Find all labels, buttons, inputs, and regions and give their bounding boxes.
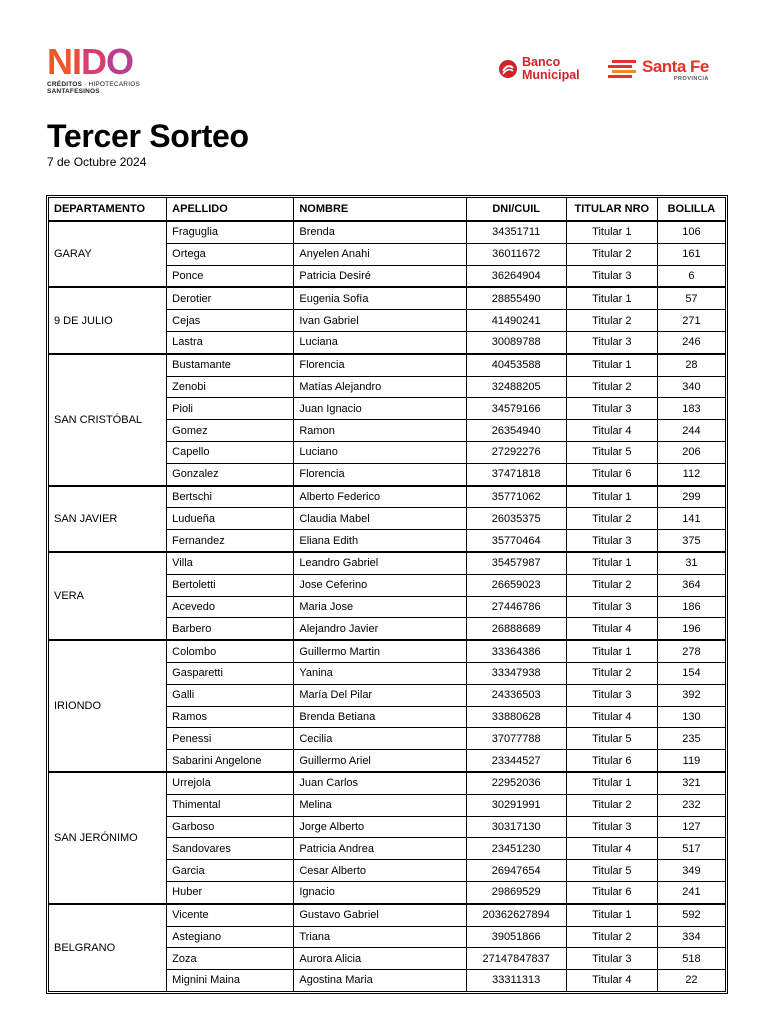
apellido-cell: Bertschi: [167, 486, 294, 508]
apellido-cell: Urrejola: [167, 772, 294, 794]
dni-cell: 35457987: [466, 552, 566, 574]
apellido-cell: Zoza: [167, 948, 294, 970]
titular-cell: Titular 1: [566, 287, 657, 309]
dni-cell: 30089788: [466, 331, 566, 353]
apellido-cell: Fernandez: [167, 530, 294, 552]
dni-cell: 36264904: [466, 265, 566, 287]
dni-cell: 34579166: [466, 398, 566, 420]
header-departamento: DEPARTAMENTO: [49, 198, 167, 222]
bolilla-cell: 241: [657, 881, 725, 903]
titular-cell: Titular 2: [566, 574, 657, 596]
titular-cell: Titular 5: [566, 441, 657, 463]
nombre-cell: María Del Pilar: [294, 684, 466, 706]
table-row: [49, 221, 726, 243]
titular-cell: Titular 1: [566, 221, 657, 243]
apellido-cell: Barbero: [167, 618, 294, 640]
bolilla-cell: 183: [657, 398, 725, 420]
bolilla-cell: 127: [657, 816, 725, 838]
dni-cell: 29869529: [466, 881, 566, 903]
titular-cell: Titular 4: [566, 706, 657, 728]
nombre-cell: Brenda: [294, 221, 466, 243]
dni-cell: 37077788: [466, 728, 566, 750]
table-row: [49, 354, 726, 376]
nombre-cell: Yanina: [294, 662, 466, 684]
nombre-cell: Ramon: [294, 420, 466, 442]
dni-cell: 26659023: [466, 574, 566, 596]
dni-cell: 26035375: [466, 508, 566, 530]
nombre-cell: Leandro Gabriel: [294, 552, 466, 574]
apellido-cell: Ponce: [167, 265, 294, 287]
nombre-cell: Eugenia Sofía: [294, 287, 466, 309]
apellido-cell: Sabarini Angelone: [167, 750, 294, 772]
bolilla-cell: 130: [657, 706, 725, 728]
titular-cell: Titular 2: [566, 376, 657, 398]
departamento-cell: 9 DE JULIO: [49, 287, 167, 353]
table-row: [49, 486, 726, 508]
department-group: [49, 772, 726, 904]
banco-municipal-logo: [498, 56, 580, 82]
nombre-cell: Luciano: [294, 441, 466, 463]
apellido-cell: Huber: [167, 881, 294, 903]
table-row: [49, 904, 726, 926]
results-table-frame: [46, 195, 728, 994]
bolilla-cell: 392: [657, 684, 725, 706]
dni-cell: 27292276: [466, 441, 566, 463]
apellido-cell: Sandovares: [167, 838, 294, 860]
apellido-cell: Derotier: [167, 287, 294, 309]
titular-cell: Titular 3: [566, 816, 657, 838]
titular-cell: Titular 3: [566, 684, 657, 706]
bolilla-cell: 246: [657, 331, 725, 353]
titular-cell: Titular 4: [566, 618, 657, 640]
nombre-cell: Ivan Gabriel: [294, 310, 466, 332]
bolilla-cell: 278: [657, 640, 725, 662]
nombre-cell: Agostina Maria: [294, 970, 466, 992]
bolilla-cell: 334: [657, 926, 725, 948]
titular-cell: Titular 4: [566, 838, 657, 860]
titular-cell: Titular 2: [566, 926, 657, 948]
titular-cell: Titular 6: [566, 463, 657, 485]
table-row: [49, 640, 726, 662]
apellido-cell: Ortega: [167, 243, 294, 265]
dni-cell: 22952036: [466, 772, 566, 794]
dni-cell: 33347938: [466, 662, 566, 684]
bolilla-cell: 161: [657, 243, 725, 265]
nombre-cell: Guillermo Ariel: [294, 750, 466, 772]
nombre-cell: Florencia: [294, 463, 466, 485]
titular-cell: Titular 3: [566, 331, 657, 353]
departamento-cell: IRIONDO: [49, 640, 167, 772]
header-titular: TITULAR NRO: [566, 198, 657, 222]
nombre-cell: Triana: [294, 926, 466, 948]
departamento-cell: VERA: [49, 552, 167, 640]
nombre-cell: Cesar Alberto: [294, 860, 466, 882]
bolilla-cell: 6: [657, 265, 725, 287]
apellido-cell: Penessi: [167, 728, 294, 750]
dni-cell: 28855490: [466, 287, 566, 309]
apellido-cell: Garboso: [167, 816, 294, 838]
titular-cell: Titular 1: [566, 640, 657, 662]
apellido-cell: Fraguglia: [167, 221, 294, 243]
apellido-cell: Galli: [167, 684, 294, 706]
titular-cell: Titular 3: [566, 596, 657, 618]
nombre-cell: Maria Jose: [294, 596, 466, 618]
nombre-cell: Patricia Desiré: [294, 265, 466, 287]
dni-cell: 33311313: [466, 970, 566, 992]
titular-cell: Titular 2: [566, 243, 657, 265]
nombre-cell: Luciana: [294, 331, 466, 353]
titular-cell: Titular 2: [566, 662, 657, 684]
departamento-cell: BELGRANO: [49, 904, 167, 992]
department-group: [49, 486, 726, 552]
bolilla-cell: 340: [657, 376, 725, 398]
nombre-cell: Alejandro Javier: [294, 618, 466, 640]
nombre-cell: Eliana Edith: [294, 530, 466, 552]
nombre-cell: Florencia: [294, 354, 466, 376]
nombre-cell: Ignacio: [294, 881, 466, 903]
dni-cell: 35770464: [466, 530, 566, 552]
santafe-logo: [606, 58, 709, 82]
titular-cell: Titular 1: [566, 904, 657, 926]
dni-cell: 26947654: [466, 860, 566, 882]
titular-cell: Titular 3: [566, 530, 657, 552]
header-nombre: NOMBRE: [294, 198, 466, 222]
apellido-cell: Villa: [167, 552, 294, 574]
bolilla-cell: 22: [657, 970, 725, 992]
page-header: [0, 0, 768, 110]
nombre-cell: Jorge Alberto: [294, 816, 466, 838]
apellido-cell: Thimental: [167, 794, 294, 816]
bolilla-cell: 364: [657, 574, 725, 596]
nombre-cell: Gustavo Gabriel: [294, 904, 466, 926]
apellido-cell: Vicente: [167, 904, 294, 926]
nombre-cell: Patricia Andrea: [294, 838, 466, 860]
nombre-cell: Anyelen Anahi: [294, 243, 466, 265]
nombre-cell: Juan Carlos: [294, 772, 466, 794]
apellido-cell: Pioli: [167, 398, 294, 420]
dni-cell: 26888689: [466, 618, 566, 640]
bolilla-cell: 112: [657, 463, 725, 485]
nombre-cell: Melina: [294, 794, 466, 816]
dni-cell: 34351711: [466, 221, 566, 243]
bolilla-cell: 206: [657, 441, 725, 463]
titular-cell: Titular 5: [566, 860, 657, 882]
bolilla-cell: 244: [657, 420, 725, 442]
titular-cell: Titular 2: [566, 310, 657, 332]
titular-cell: Titular 2: [566, 508, 657, 530]
apellido-cell: Bertoletti: [167, 574, 294, 596]
santafe-sub: PROVINCIA: [673, 76, 709, 82]
apellido-cell: Colombo: [167, 640, 294, 662]
nido-tagline: CRÉDITOS · HIPOTECARIOS SANTAFESINOS: [47, 81, 141, 95]
results-table: [48, 197, 726, 992]
nido-logo: [47, 41, 141, 95]
department-group: [49, 904, 726, 992]
nombre-cell: Alberto Federico: [294, 486, 466, 508]
dni-cell: 30317130: [466, 816, 566, 838]
nombre-cell: Juan Ignacio: [294, 398, 466, 420]
titular-cell: Titular 3: [566, 948, 657, 970]
dni-cell: 27446786: [466, 596, 566, 618]
titular-cell: Titular 4: [566, 970, 657, 992]
table-row: [49, 552, 726, 574]
dni-cell: 41490241: [466, 310, 566, 332]
department-group: [49, 354, 726, 486]
apellido-cell: Bustamante: [167, 354, 294, 376]
nombre-cell: Cecilia: [294, 728, 466, 750]
titular-cell: Titular 3: [566, 265, 657, 287]
dni-cell: 20362627894: [466, 904, 566, 926]
titular-cell: Titular 6: [566, 750, 657, 772]
apellido-cell: Astegiano: [167, 926, 294, 948]
header-apellido: APELLIDO: [167, 198, 294, 222]
titular-cell: Titular 5: [566, 728, 657, 750]
dni-cell: 27147847837: [466, 948, 566, 970]
santafe-wordmark: Santa Fe: [642, 57, 709, 76]
apellido-cell: Zenobi: [167, 376, 294, 398]
header-bolilla: BOLILLA: [657, 198, 725, 222]
bolilla-cell: 235: [657, 728, 725, 750]
departamento-cell: SAN JAVIER: [49, 486, 167, 552]
header-dni: DNI/CUIL: [466, 198, 566, 222]
bolilla-cell: 154: [657, 662, 725, 684]
table-row: [49, 772, 726, 794]
titular-cell: Titular 1: [566, 354, 657, 376]
apellido-cell: Gonzalez: [167, 463, 294, 485]
bolilla-cell: 106: [657, 221, 725, 243]
nombre-cell: Brenda Betiana: [294, 706, 466, 728]
dni-cell: 26354940: [466, 420, 566, 442]
bolilla-cell: 518: [657, 948, 725, 970]
titular-cell: Titular 1: [566, 552, 657, 574]
dni-cell: 30291991: [466, 794, 566, 816]
bolilla-cell: 349: [657, 860, 725, 882]
table-header-row: [49, 198, 726, 222]
bolilla-cell: 141: [657, 508, 725, 530]
banco-municipal-icon: [498, 59, 518, 79]
apellido-cell: Capello: [167, 441, 294, 463]
titular-cell: Titular 6: [566, 881, 657, 903]
bolilla-cell: 57: [657, 287, 725, 309]
bolilla-cell: 271: [657, 310, 725, 332]
departamento-cell: GARAY: [49, 221, 167, 287]
bolilla-cell: 31: [657, 552, 725, 574]
apellido-cell: Acevedo: [167, 596, 294, 618]
dni-cell: 33880628: [466, 706, 566, 728]
santafe-icon: [606, 58, 638, 82]
apellido-cell: Ludueña: [167, 508, 294, 530]
department-group: [49, 287, 726, 353]
apellido-cell: Lastra: [167, 331, 294, 353]
nombre-cell: Claudia Mabel: [294, 508, 466, 530]
nombre-cell: Matías Alejandro: [294, 376, 466, 398]
titular-cell: Titular 4: [566, 420, 657, 442]
apellido-cell: Mignini Maina: [167, 970, 294, 992]
nombre-cell: Guillermo Martin: [294, 640, 466, 662]
dni-cell: 23344527: [466, 750, 566, 772]
dni-cell: 40453588: [466, 354, 566, 376]
dni-cell: 39051866: [466, 926, 566, 948]
titular-cell: Titular 1: [566, 772, 657, 794]
table-row: [49, 287, 726, 309]
page-date: 7 de Octubre 2024: [47, 155, 147, 169]
department-group: [49, 640, 726, 772]
dni-cell: 23451230: [466, 838, 566, 860]
apellido-cell: Gomez: [167, 420, 294, 442]
titular-cell: Titular 1: [566, 486, 657, 508]
nombre-cell: Aurora Alicia: [294, 948, 466, 970]
dni-cell: 36011672: [466, 243, 566, 265]
nombre-cell: Jose Ceferino: [294, 574, 466, 596]
apellido-cell: Ramos: [167, 706, 294, 728]
page-title: Tercer Sorteo: [47, 118, 249, 154]
bolilla-cell: 196: [657, 618, 725, 640]
apellido-cell: Garcia: [167, 860, 294, 882]
dni-cell: 35771062: [466, 486, 566, 508]
apellido-cell: Cejas: [167, 310, 294, 332]
bolilla-cell: 299: [657, 486, 725, 508]
department-group: [49, 552, 726, 640]
bolilla-cell: 119: [657, 750, 725, 772]
banco-line-1: Banco: [522, 55, 561, 69]
bolilla-cell: 186: [657, 596, 725, 618]
bolilla-cell: 321: [657, 772, 725, 794]
dni-cell: 33364386: [466, 640, 566, 662]
bolilla-cell: 232: [657, 794, 725, 816]
titular-cell: Titular 2: [566, 794, 657, 816]
bolilla-cell: 28: [657, 354, 725, 376]
bolilla-cell: 517: [657, 838, 725, 860]
banco-line-2: Municipal: [522, 68, 580, 82]
department-group: [49, 221, 726, 287]
departamento-cell: SAN JERÓNIMO: [49, 772, 167, 904]
dni-cell: 37471818: [466, 463, 566, 485]
dni-cell: 24336503: [466, 684, 566, 706]
departamento-cell: SAN CRISTÓBAL: [49, 354, 167, 486]
bolilla-cell: 592: [657, 904, 725, 926]
nido-wordmark: NIDO: [47, 41, 134, 82]
dni-cell: 32488205: [466, 376, 566, 398]
titular-cell: Titular 3: [566, 398, 657, 420]
apellido-cell: Gasparetti: [167, 662, 294, 684]
bolilla-cell: 375: [657, 530, 725, 552]
